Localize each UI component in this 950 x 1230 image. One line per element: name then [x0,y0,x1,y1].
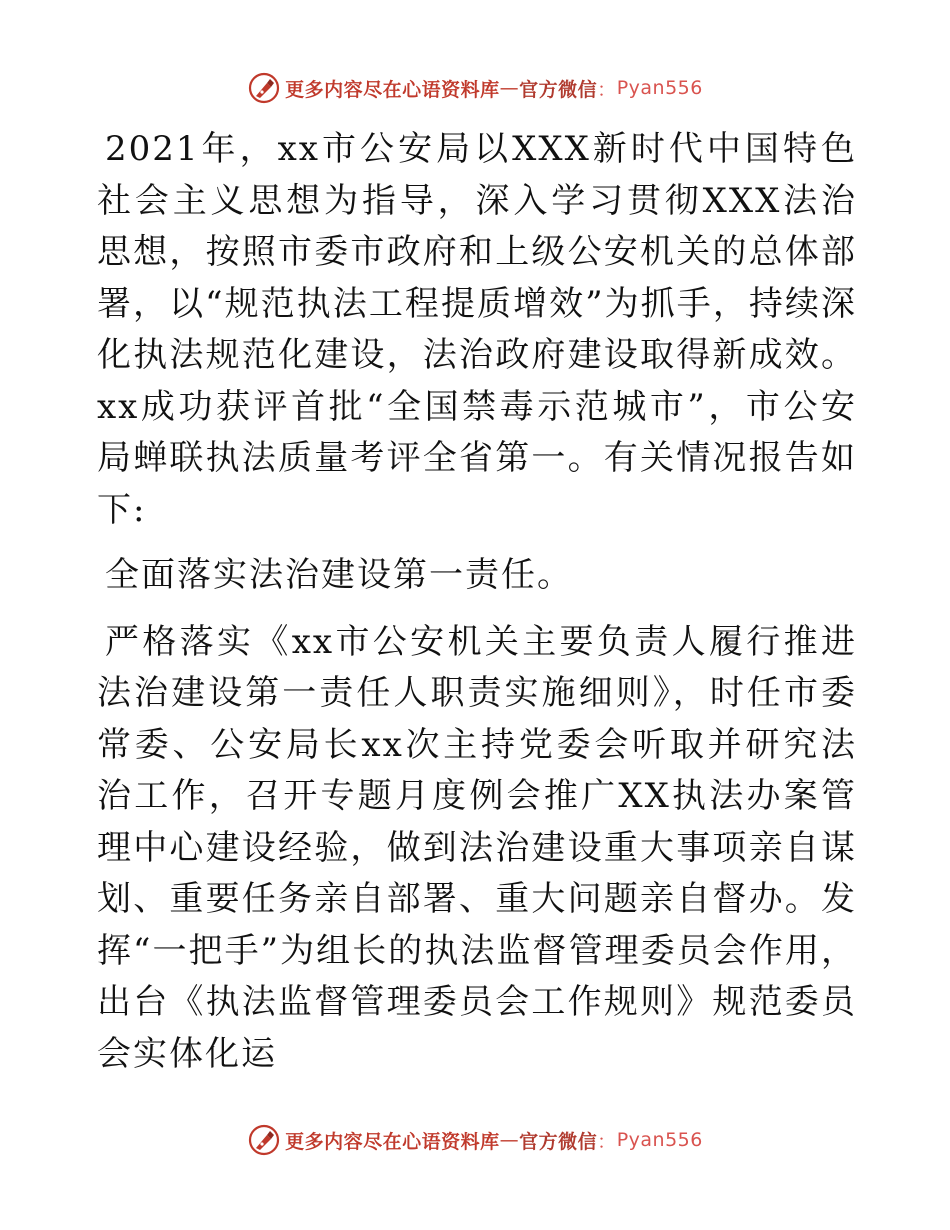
paragraph-responsibility: 严格落实《xx市公安机关主要负责人履行推进法治建设第一责任人职责实施细则》，时任市委常委、公安局长xx次主持党委会听取并研究法治工作，召开专题月度例会推广XX执法办案管理中心建设经验，做到法治建设重大事项亲自谋划、重要任务亲自部署、重大问题亲自督办。发挥“一把手”为组长的执法监督管理委员会作用，出台《执法监督管理委员会工作规则》规范委员会实体化运 [97,621,857,1074]
watermark-contact-label: 官方微信 [519,78,598,101]
watermark-text: 更多内容尽在心语资料库 [285,1130,500,1153]
paragraph-section-heading: 全面落实法治建设第一责任。 [105,555,573,595]
watermark-contact-id: Pyan556 [616,1129,703,1151]
watermark-contact-label: 官方微信 [519,1130,598,1153]
watermark-text: 更多内容尽在心语资料库 [285,78,500,101]
watermark-dash: — [499,1129,520,1151]
paragraph-intro: 2021年，xx市公安局以XXX新时代中国特色社会主义思想为指导，深入学习贯彻XXX法治思想，按照市委市政府和上级公安机关的总体部署，以“规范执法工程提质增效”为抓手，持续深化执法规范化建设，法治政府建设取得新成效。xx成功获评首批“全国禁毒示范城市”，市公安局蝉联执法质量考评全省第一。有关情况报告如下: [97,129,857,530]
watermark-contact-sep: ： [597,78,617,101]
watermark-contact-id: Pyan556 [616,77,703,99]
pen-nib-logo-icon [247,71,281,105]
footer-watermark [0,1120,950,1160]
watermark-contact-sep: ： [597,1130,617,1153]
document-body [97,124,857,1080]
watermark-dash: — [499,77,520,99]
pen-nib-logo-icon [247,1123,281,1157]
header-watermark [0,68,950,108]
